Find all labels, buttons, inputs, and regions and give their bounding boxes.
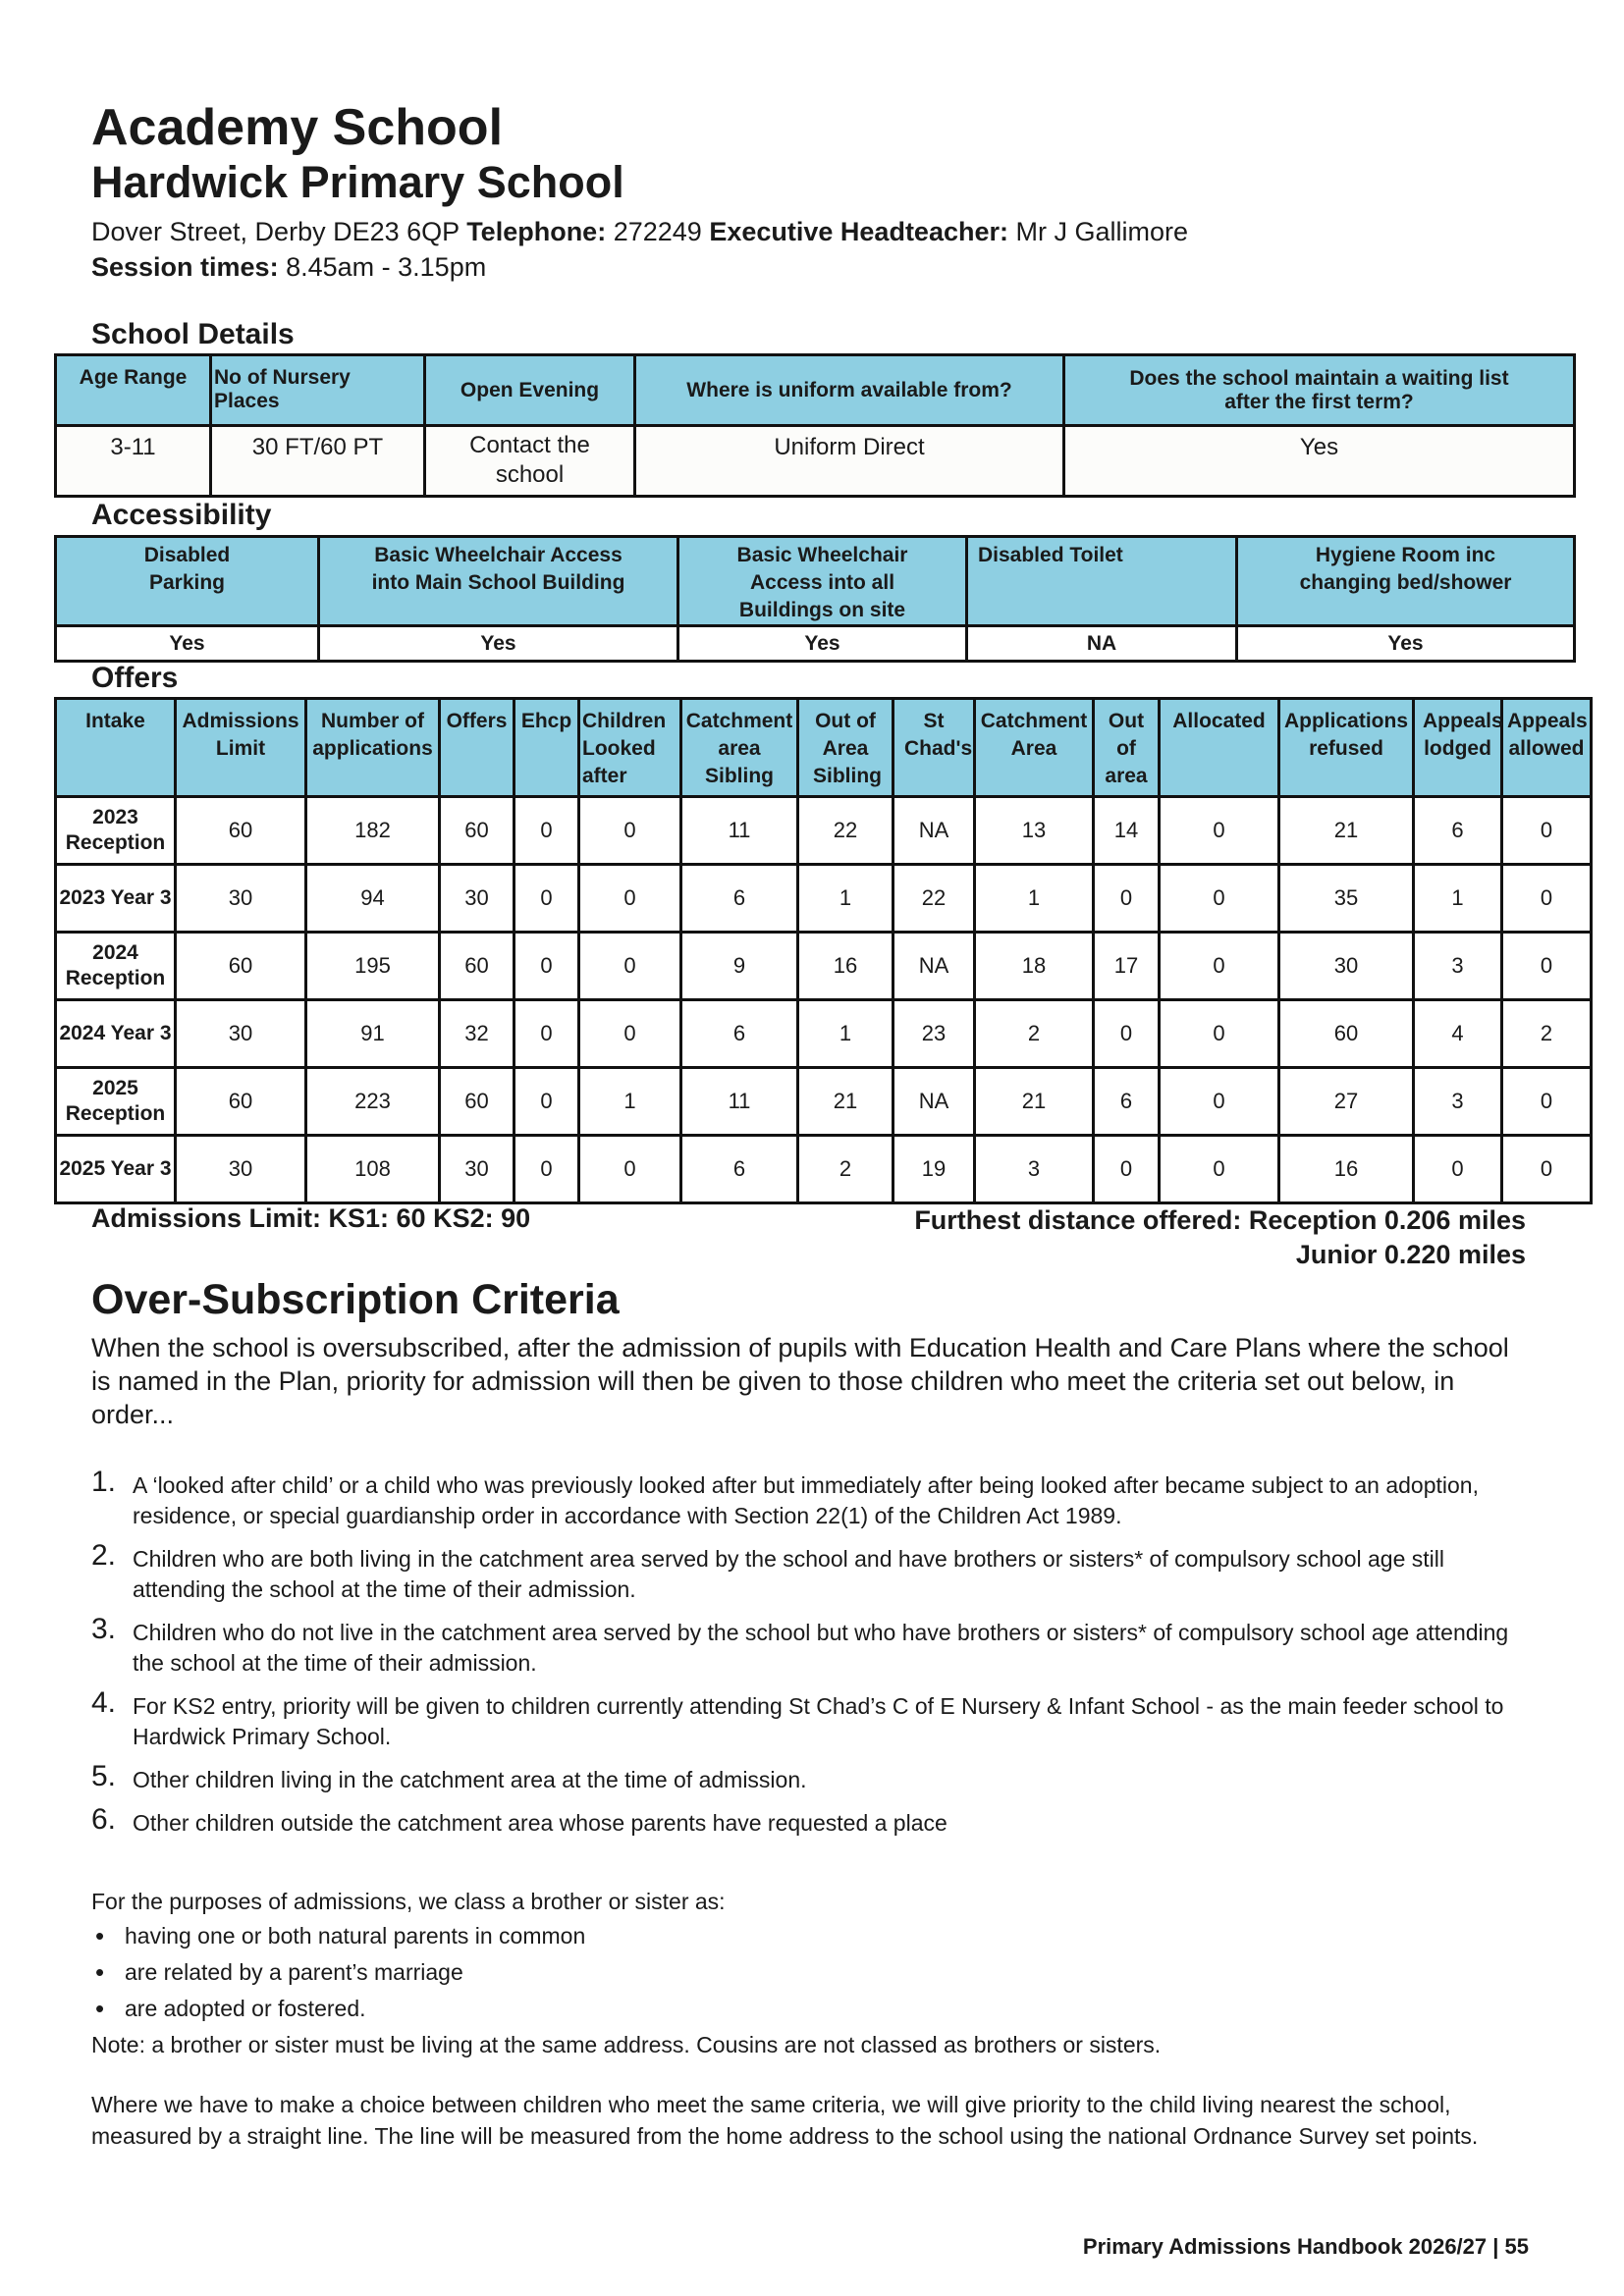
offers-cell: 16 [1279,1136,1414,1203]
sibling-bullet-text: having one or both natural parents in common [125,1923,586,1949]
criteria-text: Children who do not live in the catchment area served by the school but who have brothers or sisters* of compulsory school age attending the school at the time of their admission. [133,1620,1509,1676]
offers-cell: 0 [1502,865,1592,933]
offers-cell: 6 [681,1136,798,1203]
offers-cell: 0 [1160,933,1279,1000]
sibling-bullet [91,1921,1535,1951]
access-header: Basic Wheelchair Access into all Buildings on site [678,537,967,626]
offers-cell: 3 [1414,1068,1502,1136]
offers-cell: 0 [579,865,681,933]
details-value: 3-11 [56,426,211,497]
details-header: No of Nursery Places [211,355,425,426]
headteacher: Mr J Gallimore [1015,217,1189,246]
headteacher-label: Executive Headteacher: [709,217,1008,246]
offers-cell: 19 [893,1136,975,1203]
offers-cell: 60 [440,1068,514,1136]
criteria-number: 6. [91,1803,117,1836]
offers-cell: 0 [1094,865,1160,933]
offers-cell: 0 [1160,865,1279,933]
offers-cell: 60 [440,797,514,865]
criteria-item [91,1539,1535,1605]
offers-cell: 2 [1502,1000,1592,1068]
sibling-bullet [91,1957,1535,1988]
criteria-number: 2. [91,1539,117,1572]
school-details-table [54,353,1576,498]
offers-cell: 4 [1414,1000,1502,1068]
offers-cell: 0 [1502,1068,1592,1136]
intake-label: 2025 Year 3 [56,1136,176,1203]
offers-header: Admissions Limit [176,699,306,797]
details-header: Age Range [56,355,211,426]
access-header: Hygiene Room inc changing bed/shower [1237,537,1575,626]
sibling-note: Note: a brother or sister must be living at the same address. Cousins are not classed as brothers or sisters. [91,2032,1162,2057]
access-value: Yes [319,626,678,662]
criteria-item [91,1760,1535,1795]
offers-cell: 0 [1160,797,1279,865]
offers-header: Children Looked after [579,699,681,797]
details-value: 30 FT/60 PT [211,426,425,497]
sibling-bullet-text: are adopted or fostered. [125,1996,366,2021]
access-header: Disabled Parking [56,537,319,626]
accessibility-table [54,535,1576,663]
contact-info [91,214,1188,285]
offers-cell: 30 [1279,933,1414,1000]
sibling-list [91,1921,1535,2024]
criteria-number: 4. [91,1686,117,1719]
offers-cell: 22 [893,865,975,933]
criteria-item [91,1613,1535,1679]
address: Dover Street, Derby DE23 6QP [91,217,460,246]
offers-cell: 223 [306,1068,440,1136]
offers-cell: 182 [306,797,440,865]
offers-header: Appeals allowed [1502,699,1592,797]
offers-cell: 32 [440,1000,514,1068]
offers-cell: 0 [514,797,579,865]
offers-cell: 0 [514,933,579,1000]
details-value: Yes [1064,426,1575,497]
offers-cell: 6 [1414,797,1502,865]
offers-header: Intake [56,699,176,797]
access-value: NA [967,626,1237,662]
accessibility-title: Accessibility [91,499,272,531]
offers-cell: 27 [1279,1068,1414,1136]
telephone: 272249 [613,217,702,246]
offers-cell: 0 [1502,797,1592,865]
offers-header: Catchment area Sibling [681,699,798,797]
offers-cell: 30 [440,1136,514,1203]
intake-label: 2023 Reception [56,797,176,865]
bullet-icon: • [95,1921,105,1950]
offers-header: Applications refused [1279,699,1414,797]
intake-label: 2024 Year 3 [56,1000,176,1068]
offers-cell: 30 [176,865,306,933]
offers-cell: 60 [176,933,306,1000]
offers-header: Offers [440,699,514,797]
offers-cell: 6 [681,865,798,933]
details-value: Contact the school [425,426,635,497]
offers-cell: 60 [176,797,306,865]
tie-break-rule: Where we have to make a choice between children who meet the same criteria, we will give priority to the child living nearest the school, measured by a straight line. The line will be measured from the home address to the school using the national Ordnance Survey set points. [91,2092,1479,2149]
sibling-bullet-text: are related by a parent’s marriage [125,1959,463,1985]
offers-cell: 11 [681,1068,798,1136]
offers-cell: 0 [514,1068,579,1136]
intake-label: 2023 Year 3 [56,865,176,933]
offers-cell: 0 [1502,933,1592,1000]
offers-cell: 0 [514,1000,579,1068]
bullet-icon: • [95,1957,105,1987]
page-footer: Primary Admissions Handbook 2026/27 | 55 [1082,2234,1529,2259]
access-value: Yes [678,626,967,662]
offers-cell: 0 [1160,1136,1279,1203]
offers-cell: 1 [975,865,1094,933]
offers-cell: 3 [975,1136,1094,1203]
offers-row [56,1136,1592,1203]
criteria-list [91,1466,1535,1851]
offers-cell: 30 [440,865,514,933]
offers-header: St Chad's [893,699,975,797]
details-value: Uniform Direct [635,426,1064,497]
offers-cell: 13 [975,797,1094,865]
offers-cell: 6 [681,1000,798,1068]
offers-cell: 2 [798,1136,893,1203]
offers-cell: NA [893,1068,975,1136]
offers-header: Catchment Area [975,699,1094,797]
offers-cell: 23 [893,1000,975,1068]
intake-label: 2025 Reception [56,1068,176,1136]
offers-cell: 18 [975,933,1094,1000]
offers-cell: 0 [1160,1000,1279,1068]
offers-cell: 0 [1502,1136,1592,1203]
offers-cell: 14 [1094,797,1160,865]
criteria-intro: When the school is oversubscribed, after the admission of pupils with Education Health and Care Plans where the school is named in the Plan, priority for admission will then be given to those children who meet the criteria set out below, in order... [91,1333,1509,1429]
offers-cell: 94 [306,865,440,933]
offers-cell: 21 [975,1068,1094,1136]
sibling-definition [91,1887,1535,2060]
offers-cell: 11 [681,797,798,865]
offers-cell: 30 [176,1136,306,1203]
criteria-text: Other children living in the catchment area at the time of admission. [133,1767,807,1792]
offers-cell: 1 [1414,865,1502,933]
offers-header: Appeals lodged [1414,699,1502,797]
furthest-junior: Junior 0.220 miles [1295,1240,1526,1269]
criteria-number: 3. [91,1613,117,1645]
access-header: Disabled Toilet [967,537,1237,626]
offers-row [56,1068,1592,1136]
offers-cell: 195 [306,933,440,1000]
offers-header: Out of Area Sibling [798,699,893,797]
intake-label: 2024 Reception [56,933,176,1000]
offers-table [54,697,1593,1204]
offers-cell: 0 [1094,1136,1160,1203]
bullet-icon: • [95,1994,105,2023]
offers-cell: 3 [1414,933,1502,1000]
offers-cell: 0 [1094,1000,1160,1068]
offers-cell: 0 [579,1000,681,1068]
sibling-intro: For the purposes of admissions, we class a brother or sister as: [91,1889,726,1914]
offers-row [56,865,1592,933]
offers-cell: 30 [176,1000,306,1068]
criteria-text: Children who are both living in the catchment area served by the school and have brothers or sisters* of compulsory school age still attending the school at the time of their admission. [133,1546,1444,1602]
criteria-item [91,1803,1535,1839]
offers-cell: 21 [798,1068,893,1136]
offers-cell: 1 [798,865,893,933]
offers-cell: 35 [1279,865,1414,933]
details-header: Open Evening [425,355,635,426]
criteria-text: For KS2 entry, priority will be given to children currently attending St Chad’s C of E Nursery & Infant School - as the main feeder school to Hardwick Primary School. [133,1693,1504,1749]
offers-cell: 0 [579,797,681,865]
details-header: Does the school maintain a waiting list after the first term? [1064,355,1575,426]
offers-cell: 1 [579,1068,681,1136]
offers-row [56,1000,1592,1068]
criteria-item [91,1686,1535,1752]
offers-header: Number of applications [306,699,440,797]
offers-cell: 17 [1094,933,1160,1000]
offers-title: Offers [91,662,179,694]
criteria-title: Over-Subscription Criteria [91,1276,620,1323]
session-times: 8.45am - 3.15pm [286,252,487,282]
telephone-label: Telephone: [466,217,607,246]
criteria-number: 1. [91,1466,117,1498]
offers-header: Out of area [1094,699,1160,797]
offers-row [56,797,1592,865]
offers-cell: 21 [1279,797,1414,865]
criteria-text: A ‘looked after child’ or a child who was previously looked after but immediately after being looked after became subject to an adoption, residence, or special guardianship order in accordance with Section 22(1) of the Children Act 1989. [133,1472,1479,1528]
offers-cell: 9 [681,933,798,1000]
offers-cell: 22 [798,797,893,865]
offers-cell: 60 [176,1068,306,1136]
offers-cell: 0 [1160,1068,1279,1136]
offers-cell: 60 [1279,1000,1414,1068]
offers-cell: 0 [514,865,579,933]
offers-cell: 1 [798,1000,893,1068]
session-label: Session times: [91,252,279,282]
offers-cell: 108 [306,1136,440,1203]
offers-cell: 2 [975,1000,1094,1068]
offers-cell: NA [893,933,975,1000]
details-header: Where is uniform available from? [635,355,1064,426]
access-value: Yes [1237,626,1575,662]
offers-cell: 60 [440,933,514,1000]
furthest-reception: Furthest distance offered: Reception 0.206 miles [914,1205,1526,1235]
offers-cell: 0 [579,933,681,1000]
offers-cell: 6 [1094,1068,1160,1136]
offers-cell: 0 [514,1136,579,1203]
access-header: Basic Wheelchair Access into Main School Building [319,537,678,626]
access-value: Yes [56,626,319,662]
criteria-number: 5. [91,1760,117,1792]
offers-cell: 91 [306,1000,440,1068]
page-category-title: Academy School [91,99,504,156]
offers-header: Ehcp [514,699,579,797]
offers-header: Allocated [1160,699,1279,797]
admissions-limit: Admissions Limit: KS1: 60 KS2: 90 [91,1203,531,1233]
criteria-item [91,1466,1535,1531]
offers-row [56,933,1592,1000]
offers-cell: 16 [798,933,893,1000]
school-details-title: School Details [91,318,295,350]
criteria-text: Other children outside the catchment area whose parents have requested a place [133,1810,947,1836]
school-name: Hardwick Primary School [91,157,624,207]
furthest-distance [914,1203,1526,1272]
offers-cell: 0 [1414,1136,1502,1203]
sibling-bullet [91,1994,1535,2024]
offers-cell: 0 [579,1136,681,1203]
offers-cell: NA [893,797,975,865]
